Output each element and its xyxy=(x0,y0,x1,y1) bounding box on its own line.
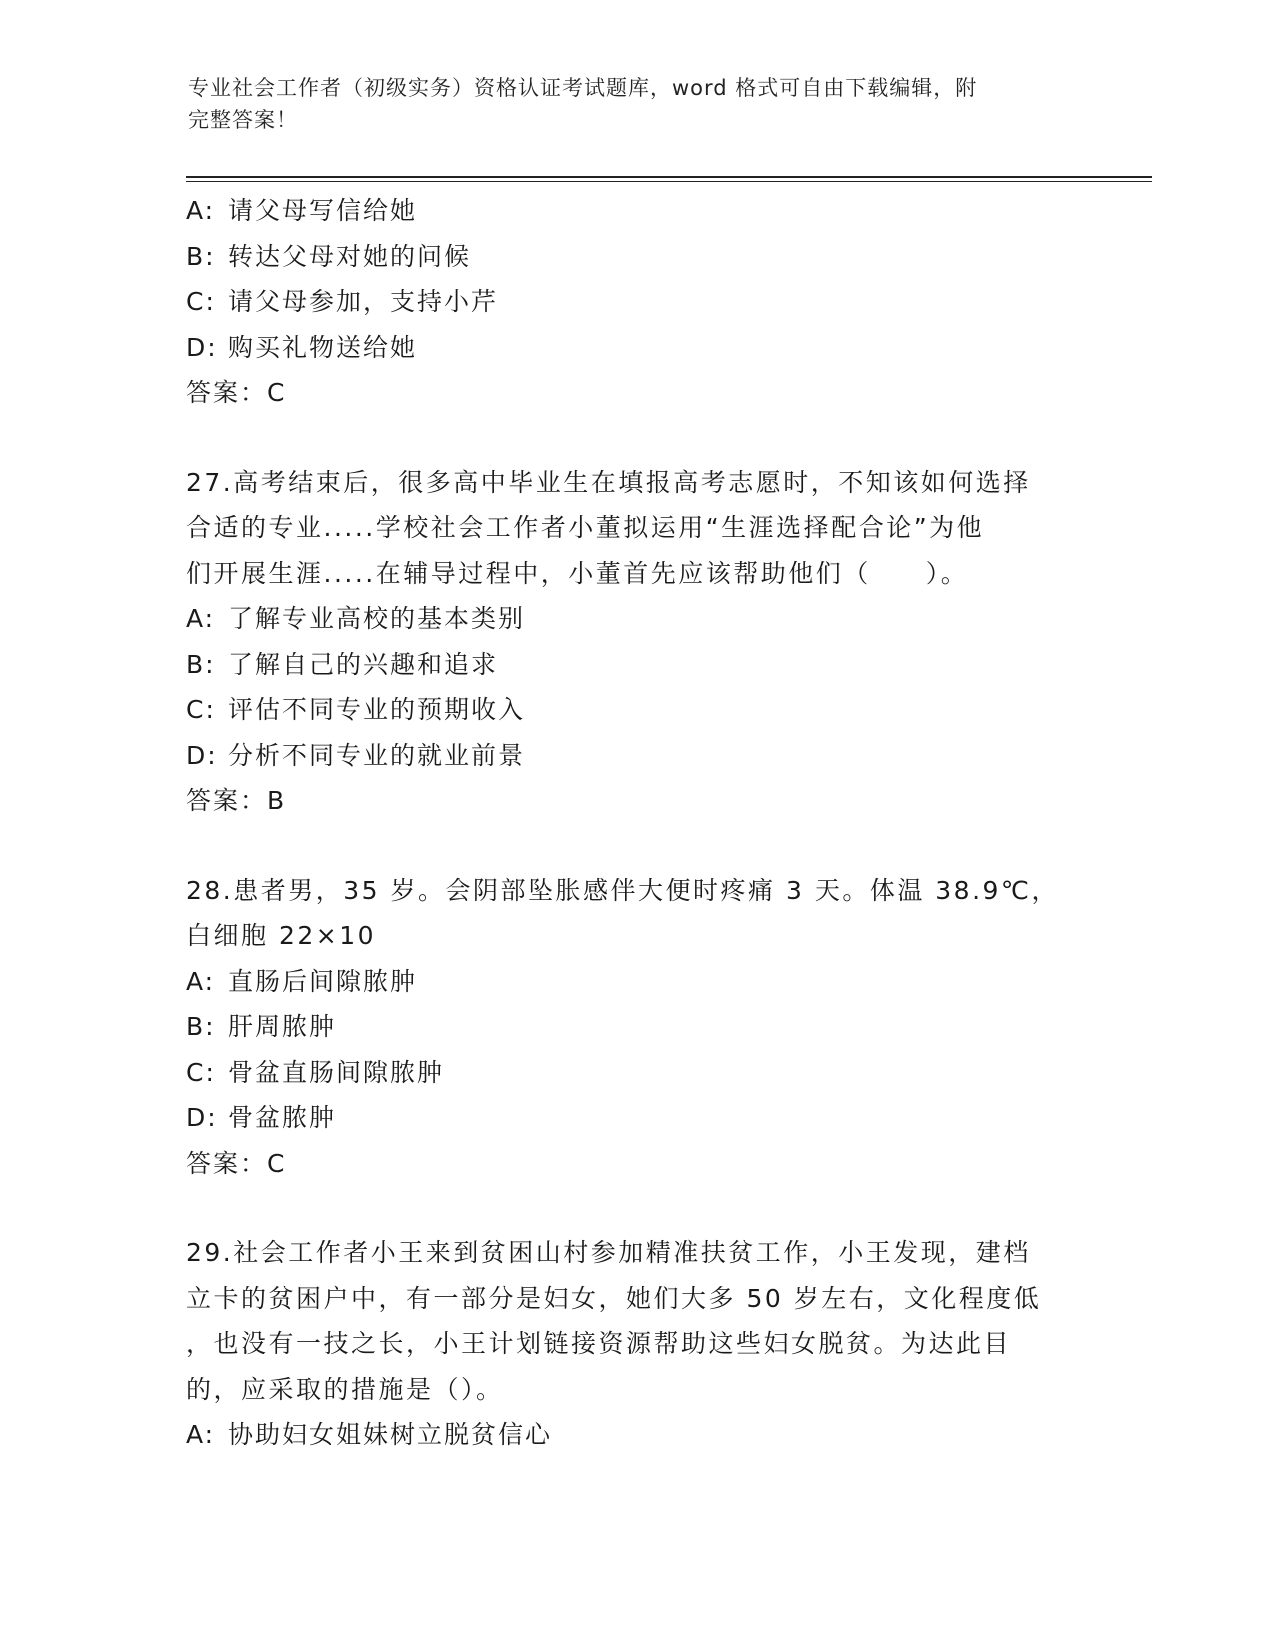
option-text: 协助妇女姐妹树立脱贫信心 xyxy=(228,1420,553,1449)
stem-line: 28.患者男，35 岁。会阴部坠胀感伴大便时疼痛 3 天。体温 38.9℃， xyxy=(186,875,1060,905)
option-b xyxy=(186,234,1086,280)
option-key: C: xyxy=(186,1057,216,1087)
option-c xyxy=(186,1050,1086,1096)
option-text: 评估不同专业的预期收入 xyxy=(228,695,526,724)
option-text: 骨盆脓肿 xyxy=(228,1103,337,1132)
option-text: 请父母参加，支持小芹 xyxy=(228,287,499,316)
stem-line: 们开展生涯.....在辅导过程中，小董首先应该帮助他们（ ）。 xyxy=(186,558,969,588)
option-key: C: xyxy=(186,695,216,724)
option-text: 转达父母对她的问候 xyxy=(228,241,472,271)
header-line-1: 专业社会工作者（初级实务）资格认证考试题库，word 格式可自由下载编辑，附 xyxy=(188,76,978,100)
option-key: A: xyxy=(186,1420,216,1449)
option-key: B: xyxy=(186,241,216,271)
question-list xyxy=(186,188,1086,1458)
stem-line: 立卡的贫困户中，有一部分是妇女，她们大多 50 岁左右，文化程度低 xyxy=(186,1283,1042,1313)
question-29 xyxy=(186,1230,1086,1458)
option-b xyxy=(186,1004,1086,1050)
option-d xyxy=(186,733,1086,779)
option-d xyxy=(186,325,1086,371)
option-c xyxy=(186,687,1086,733)
option-d xyxy=(186,1095,1086,1141)
option-key: B: xyxy=(186,1012,216,1041)
question-26 xyxy=(186,188,1086,416)
option-text: 了解专业高校的基本类别 xyxy=(228,604,526,633)
option-text: 分析不同专业的就业前景 xyxy=(228,740,526,770)
option-a xyxy=(186,959,1086,1005)
answer-line: 答案：C xyxy=(186,1148,287,1178)
stem-line: 的，应采取的措施是（）。 xyxy=(186,1374,504,1404)
stem-line: 白细胞 22×10 xyxy=(186,921,377,950)
question-stem xyxy=(186,460,1086,597)
question-27 xyxy=(186,460,1086,824)
option-c xyxy=(186,279,1086,325)
question-stem xyxy=(186,1230,1086,1412)
stem-line: ，也没有一技之长，小王计划链接资源帮助这些妇女脱贫。为达此目 xyxy=(186,1329,1012,1358)
question-28 xyxy=(186,868,1086,1187)
option-a xyxy=(186,1412,1086,1458)
option-text: 骨盆直肠间隙脓肿 xyxy=(228,1057,445,1087)
option-text: 直肠后间隙脓肿 xyxy=(228,966,418,996)
stem-line: 29.社会工作者小王来到贫困山村参加精准扶贫工作，小王发现，建档 xyxy=(186,1238,1031,1267)
header-divider-thick xyxy=(186,176,1152,178)
option-key: A: xyxy=(186,966,216,996)
option-key: A: xyxy=(186,196,216,225)
stem-line: 合适的专业.....学校社会工作者小董拟运用“生涯选择配合论”为他 xyxy=(186,513,985,542)
option-a xyxy=(186,188,1086,234)
option-key: B: xyxy=(186,649,216,679)
answer-line: 答案：B xyxy=(186,786,287,815)
option-key: D: xyxy=(186,1103,218,1132)
option-a xyxy=(186,596,1086,642)
page-header xyxy=(188,72,1088,136)
stem-line: 27.高考结束后，很多高中毕业生在填报高考志愿时，不知该如何选择 xyxy=(186,467,1031,497)
header-line-2: 完整答案！ xyxy=(188,108,298,132)
option-key: D: xyxy=(186,332,218,362)
option-text: 请父母写信给她 xyxy=(228,196,418,225)
option-key: D: xyxy=(186,740,218,770)
option-text: 了解自己的兴趣和追求 xyxy=(228,649,499,679)
option-text: 购买礼物送给她 xyxy=(228,332,418,362)
option-text: 肝周脓肿 xyxy=(228,1012,337,1041)
option-key: A: xyxy=(186,604,216,633)
header-divider-thin xyxy=(186,181,1152,182)
option-key: C: xyxy=(186,287,216,316)
answer-line: 答案：C xyxy=(186,378,287,407)
question-stem xyxy=(186,868,1086,959)
option-b xyxy=(186,642,1086,688)
